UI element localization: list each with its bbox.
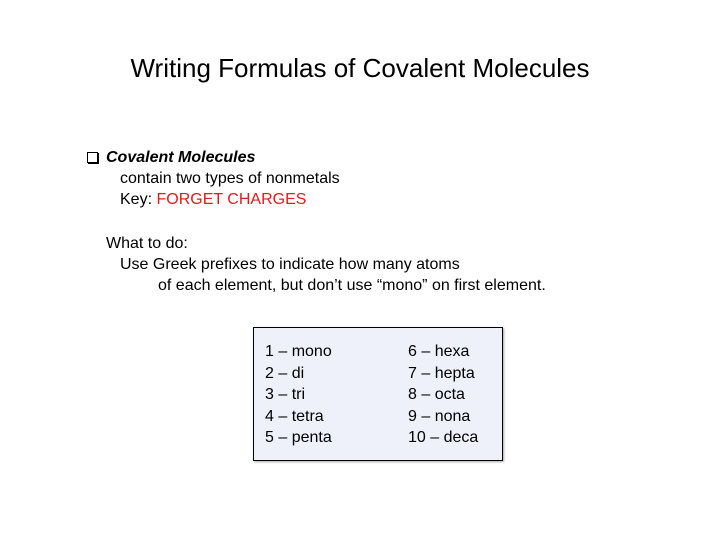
prefix-column-right bbox=[408, 341, 478, 449]
prefix-item: 3 – tri bbox=[265, 386, 306, 403]
prefix-item: 8 – octa bbox=[408, 386, 465, 403]
key-label: Key: bbox=[120, 191, 157, 208]
prefix-item: 7 – hepta bbox=[408, 364, 475, 382]
bullet-heading-row bbox=[87, 147, 340, 168]
prefix-item: 1 – mono bbox=[265, 343, 332, 360]
prefix-item: 9 – nona bbox=[408, 407, 471, 425]
page-title: Writing Formulas of Covalent Molecules bbox=[130, 53, 590, 83]
prefix-item: 2 – di bbox=[265, 364, 305, 382]
bullet-heading: Covalent Molecules bbox=[106, 149, 256, 166]
bullet-line-key bbox=[87, 189, 340, 210]
square-bullet-icon bbox=[87, 152, 98, 163]
prefix-item: 4 – tetra bbox=[265, 407, 324, 425]
greek-prefix-table bbox=[253, 327, 503, 461]
instructions-heading: What to do: bbox=[106, 235, 188, 252]
instructions-line-2: of each element, but don’t use “mono” on first element. bbox=[158, 277, 546, 294]
prefix-column-left bbox=[265, 341, 332, 449]
prefix-item: 6 – hexa bbox=[408, 343, 470, 360]
prefix-item: 10 – deca bbox=[408, 429, 479, 446]
covalent-bullet bbox=[87, 147, 340, 210]
instructions-line-1: Use Greek prefixes to indicate how many atoms bbox=[120, 256, 460, 273]
prefix-item: 5 – penta bbox=[265, 429, 332, 446]
key-value: FORGET CHARGES bbox=[156, 191, 307, 208]
bullet-line-nonmetals: contain two types of nonmetals bbox=[120, 170, 340, 187]
instructions bbox=[106, 233, 546, 296]
